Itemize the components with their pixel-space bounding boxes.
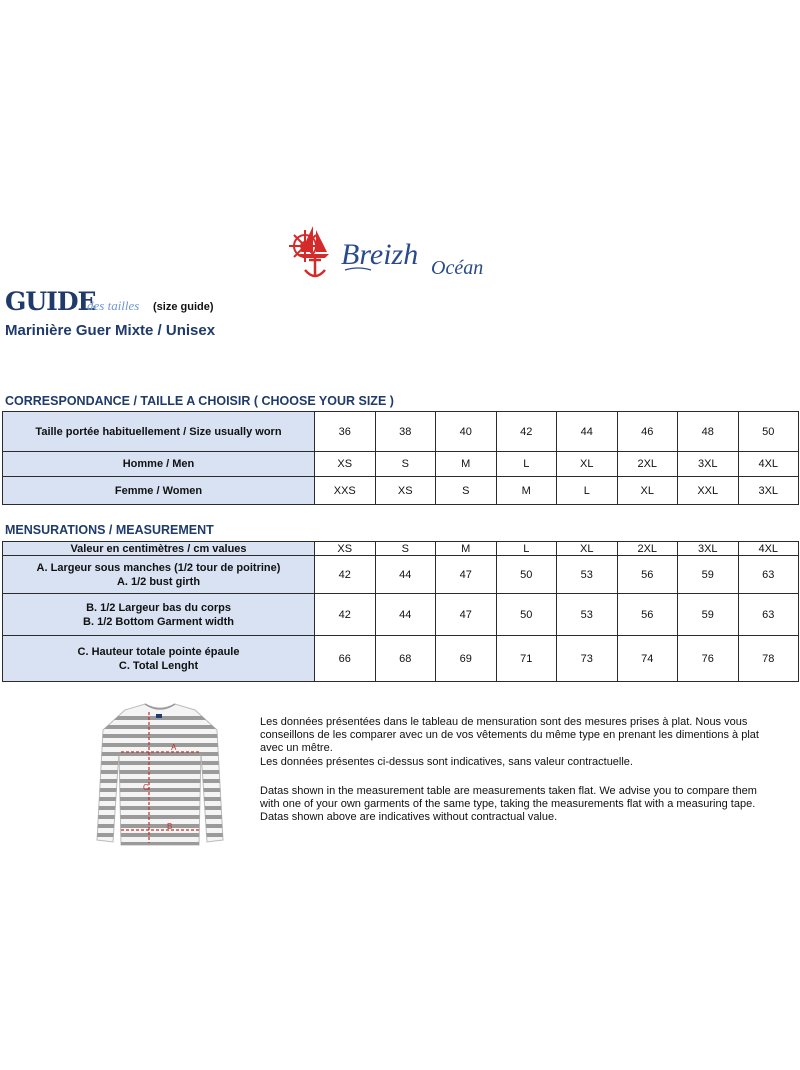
cell: S [436, 477, 497, 505]
cell: 44 [375, 556, 436, 594]
breizh-ocean-logo [283, 222, 518, 284]
notes-fr-para2: Les données présentes ci-dessus sont indicatives, sans valeur contractuelle. [260, 755, 633, 768]
cell: 4XL [738, 452, 799, 477]
brand-name-ocean: Océan [431, 257, 484, 279]
cell: 2XL [617, 452, 678, 477]
cell: XXL [678, 477, 739, 505]
table-header-row [3, 542, 799, 556]
guide-title: GUIDE [5, 287, 96, 316]
shirt-stripe [95, 752, 225, 756]
guide-subtitle: des tailles [87, 298, 140, 313]
cell: 59 [678, 594, 739, 636]
cell: 71 [496, 636, 557, 682]
label-c: C [143, 783, 149, 792]
row-label: Homme / Men [3, 452, 315, 477]
header-cell: XL [557, 542, 618, 556]
notes-fr-para1: Les données présentées dans le tableau de mensuration sont des mesures prises à plat. Nous vous conseillons de les comparer avec un de vos vêtements du même type en prenant les dimentions à plat avec un mêtre. [260, 716, 759, 755]
table-row [3, 636, 799, 682]
cell: 78 [738, 636, 799, 682]
row-label [3, 594, 315, 636]
row-label: Taille portée habituellement / Size usually worn [3, 412, 315, 452]
measurement-title: MENSURATIONS / MEASUREMENT [5, 523, 214, 537]
cell: 40 [436, 412, 497, 452]
cell: XL [617, 477, 678, 505]
cell: 59 [678, 556, 739, 594]
cell: XL [557, 452, 618, 477]
cell: 69 [436, 636, 497, 682]
cell: 44 [557, 412, 618, 452]
shirt-stripe [95, 734, 225, 738]
row-label-fr: A. Largeur sous manches (1/2 tour de poitrine) [36, 561, 281, 574]
cell: XS [315, 452, 376, 477]
cell: 42 [315, 556, 376, 594]
cell: 3XL [738, 477, 799, 505]
cell: XS [375, 477, 436, 505]
row-label-fr: B. 1/2 Largeur bas du corps [86, 601, 231, 614]
row-label [3, 556, 315, 594]
label-b: B [167, 822, 173, 831]
cell: XXS [315, 477, 376, 505]
cell: 73 [557, 636, 618, 682]
notes-en-para2: Datas shown above are indicatives without contractual value. [260, 811, 558, 824]
guide-english: (size guide) [153, 301, 214, 313]
cell: 3XL [678, 452, 739, 477]
row-label-fr: C. Hauteur totale pointe épaule [77, 645, 240, 658]
cell: 53 [557, 556, 618, 594]
cell: 50 [738, 412, 799, 452]
product-name: Marinière Guer Mixte / Unisex [5, 322, 216, 339]
shirt-stripe [95, 833, 225, 837]
header-cell: S [375, 542, 436, 556]
shirt-stripe [95, 770, 225, 774]
row-label: Femme / Women [3, 477, 315, 505]
cell: S [375, 452, 436, 477]
table-row [3, 477, 799, 505]
measurement-table [2, 541, 799, 682]
row-label-en: B. 1/2 Bottom Garment width [83, 615, 234, 628]
correspondance-title: CORRESPONDANCE / TAILLE A CHOISIR ( CHOOSE YOUR SIZE ) [5, 394, 394, 408]
cell: 76 [678, 636, 739, 682]
table-row [3, 556, 799, 594]
table-row [3, 452, 799, 477]
size-correspondance-table [2, 411, 799, 505]
shirt-stripe [95, 779, 225, 783]
cell: 46 [617, 412, 678, 452]
cell: 50 [496, 594, 557, 636]
cell: 50 [496, 556, 557, 594]
cell: 56 [617, 594, 678, 636]
header-cell: 4XL [738, 542, 799, 556]
shirt-stripe [95, 797, 225, 801]
cell: 63 [738, 594, 799, 636]
cell: 63 [738, 556, 799, 594]
cell: 47 [436, 556, 497, 594]
shirt-stripe [95, 806, 225, 810]
cell: L [557, 477, 618, 505]
table-row [3, 594, 799, 636]
header-cell: 2XL [617, 542, 678, 556]
cell: 42 [315, 594, 376, 636]
shirt-stripe [95, 761, 225, 765]
row-label-en: C. Total Lenght [118, 659, 199, 672]
header-cell: L [496, 542, 557, 556]
row-label-en: A. 1/2 bust girth [116, 575, 201, 588]
table-row [3, 412, 799, 452]
cell: 56 [617, 556, 678, 594]
row-label [3, 636, 315, 682]
notes-en [260, 785, 760, 825]
header-label: Valeur en centimètres / cm values [3, 542, 315, 556]
shirt-stripe [95, 788, 225, 792]
shirt-stripe [95, 815, 225, 819]
label-a: A [171, 743, 177, 752]
cell: 66 [315, 636, 376, 682]
cell: 68 [375, 636, 436, 682]
shirt-stripe [95, 725, 225, 729]
striped-shirt-diagram [95, 700, 225, 850]
cell: 44 [375, 594, 436, 636]
notes-fr [260, 716, 760, 769]
shirt-stripe [95, 743, 225, 747]
notes-en-para1: Datas shown in the measurement table are measurements taken flat. We advise you to compare them with one of your own garments of the same type, taking the measurements flat with a measuring tape. [260, 785, 757, 811]
cell: 38 [375, 412, 436, 452]
header-cell: 3XL [678, 542, 739, 556]
header-cell: XS [315, 542, 376, 556]
cell: M [436, 452, 497, 477]
brand-name-breizh: Breizh [341, 238, 419, 271]
cell: 48 [678, 412, 739, 452]
header-cell: M [436, 542, 497, 556]
cell: M [496, 477, 557, 505]
cell: 53 [557, 594, 618, 636]
cell: 36 [315, 412, 376, 452]
anchor-icon [305, 256, 325, 276]
cell: 74 [617, 636, 678, 682]
cell: L [496, 452, 557, 477]
cell: 47 [436, 594, 497, 636]
cell: 42 [496, 412, 557, 452]
